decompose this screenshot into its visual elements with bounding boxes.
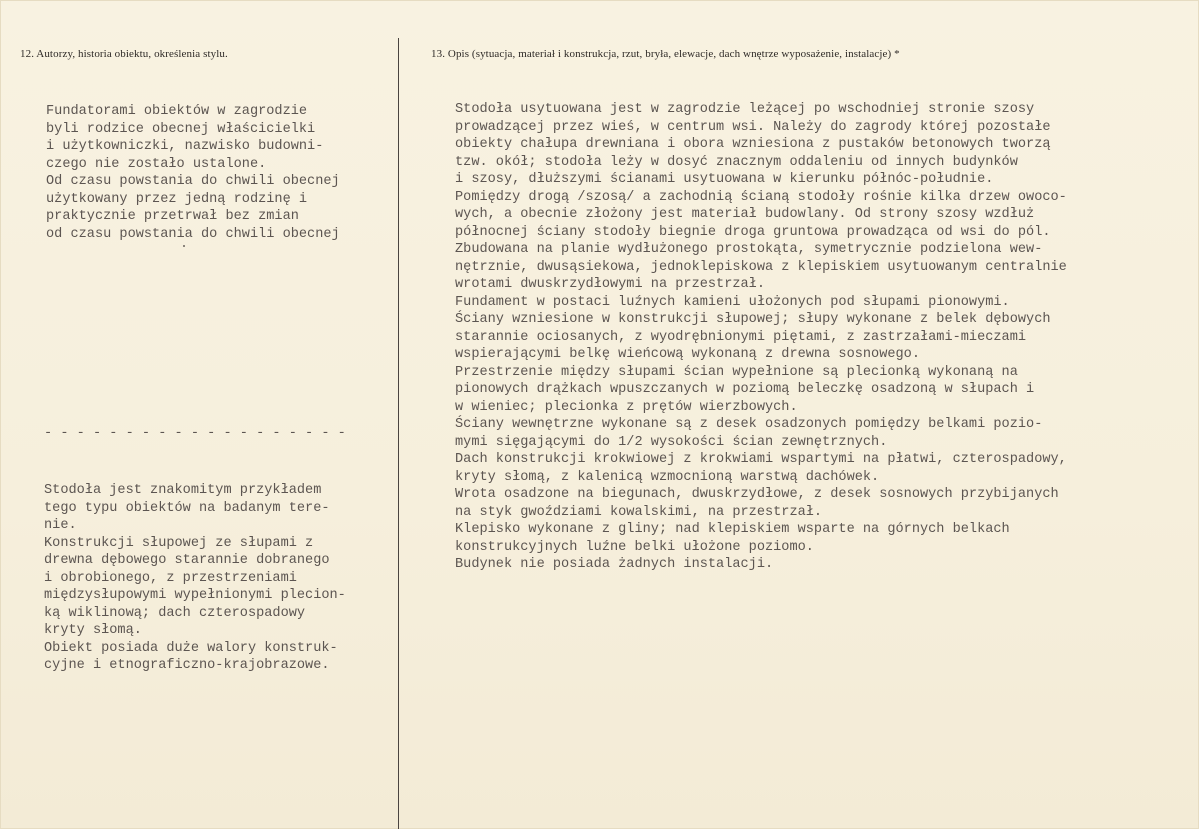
text-line: od czasu powstania do chwili obecnej [46, 226, 340, 242]
style-assessment-text [44, 482, 346, 675]
text-line: byli rodzice obecnej właścicielki [46, 121, 316, 137]
column-divider [398, 38, 399, 829]
text-line: wspierającymi belkę wieńcową wykonaną z drewna sosnowego. [455, 347, 920, 362]
text-line: północnej ściany stodoły biegnie droga gruntowa prowadząca od wsi do pól. [455, 224, 1051, 240]
text-line: mymi sięgającymi do 1/2 wysokości ścian zewnętrznych. [455, 434, 888, 450]
text-line: tzw. okół; stodoła leży w dosyć znacznym oddaleniu od innych budynków [455, 154, 1018, 170]
text-line: na styk gwoździami kowalskimi, na przestrzał. [455, 504, 823, 520]
text-line: Konstrukcji słupowej ze słupami z [44, 535, 314, 551]
section-12-header: 12. Autorzy, historia obiektu, określenia stylu. [20, 48, 228, 60]
authors-history-text [46, 103, 340, 243]
text-line: Dach konstrukcji krokwiowej z krokwiami wspartymi na płatwi, czterospadowy, [455, 452, 1067, 467]
text-line: prowadzącej przez wieś, w centrum wsi. Należy do zagrody której pozostałe [455, 119, 1051, 135]
text-line: cyjne i etnograficzno-krajobrazowe. [44, 658, 330, 673]
text-line: tego typu obiektów na badanym tere- [44, 500, 330, 516]
text-line: Ściany wzniesione w konstrukcji słupowej; słupy wykonane z belek dębowych [455, 312, 1051, 327]
text-line: Obiekt posiada duże walory konstruk- [44, 640, 338, 656]
ink-dot [183, 245, 185, 247]
text-line: wrotami dwuskrzydłowymi na przestrzał. [455, 277, 765, 292]
text-line: kryty słomą, z kalenicą wzmocnioną warstwą dachówek. [455, 469, 880, 485]
text-line: obiekty chałupa drewniana i obora wzniesiona z pustaków betonowych tworzą [455, 137, 1051, 152]
text-line: Pomiędzy drogą /szosą/ a zachodnią ścianą stodoły rośnie kilka drzew owoco- [455, 189, 1067, 205]
text-line: i szosy, dłuższymi ścianami usytuowana w kierunku półnóc-południe. [455, 172, 994, 187]
text-line: Ściany wewnętrzne wykonane są z desek osadzonych pomiędzy belkami pozio- [455, 417, 1043, 432]
text-line: nie. [44, 518, 77, 533]
text-line: pionowych drążkach wpuszczanych w poziomą beleczkę osadzoną w słupach i [455, 382, 1035, 397]
text-line: ką wiklinową; dach czterospadowy [44, 605, 306, 621]
text-line: użytkowany przez jedną rodzinę i [46, 191, 308, 207]
text-line: i obrobionego, z przestrzeniami [44, 570, 297, 586]
text-line: Stodoła usytuowana jest w zagrodzie leżącej po wschodniej stronie szosy [455, 102, 1035, 117]
text-line: Wrota osadzone na biegunach, dwuskrzydłowe, z desek sosnowych przybijanych [455, 487, 1059, 502]
text-line: Fundament w postaci luźnych kamieni ułożonych pod słupami pionowymi. [455, 294, 1010, 310]
text-line: w wieniec; plecionka z prętów wierzbowych. [455, 399, 798, 415]
text-line: konstrukcyjnych luźne belki ułożone poziomo. [455, 539, 814, 555]
text-line: nętrznie, dwusąsiekowa, jednoklepiskowa z klepiskiem usytuowanym centralnie [455, 259, 1067, 275]
text-line: Stodoła jest znakomitym przykładem [44, 483, 322, 498]
text-line: międzysłupowymi wypełnionymi plecion- [44, 588, 346, 603]
text-line: Od czasu powstania do chwili obecnej [46, 174, 340, 189]
text-line: Przestrzenie między słupami ścian wypełnione są plecionką wykonaną na [455, 364, 1018, 380]
text-line: Budynek nie posiada żadnych instalacji. [455, 557, 774, 572]
text-line: i użytkowniczki, nazwisko budowni- [46, 139, 324, 154]
text-line: praktycznie przetrwał bez zmian [46, 209, 299, 224]
text-line: kryty słomą. [44, 623, 142, 638]
text-line: Zbudowana na planie wydłużonego prostokąta, symetrycznie podzielona wew- [455, 242, 1043, 257]
section-13-header: 13. Opis (sytuacja, materiał i konstrukcja, rzut, bryła, elewacje, dach wnętrze wyposażenie, instalacje) * [431, 48, 900, 60]
text-line: czego nie zostało ustalone. [46, 156, 267, 172]
description-text [455, 101, 1067, 574]
text-line: Klepisko wykonane z gliny; nad klepiskiem wsparte na górnych belkach [455, 522, 1010, 537]
section-separator: - - - - - - - - - - - - - - - - - - - [44, 426, 346, 441]
text-line: Fundatorami obiektów w zagrodzie [46, 104, 308, 119]
text-line: wych, a obecnie złożony jest materiał budowlany. Od strony szosy wzdłuż [455, 207, 1035, 222]
text-line: starannie ociosanych, z wyodrębnionymi piętami, z zastrzałami-mieczami [455, 329, 1027, 345]
text-line: drewna dębowego starannie dobranego [44, 553, 330, 568]
